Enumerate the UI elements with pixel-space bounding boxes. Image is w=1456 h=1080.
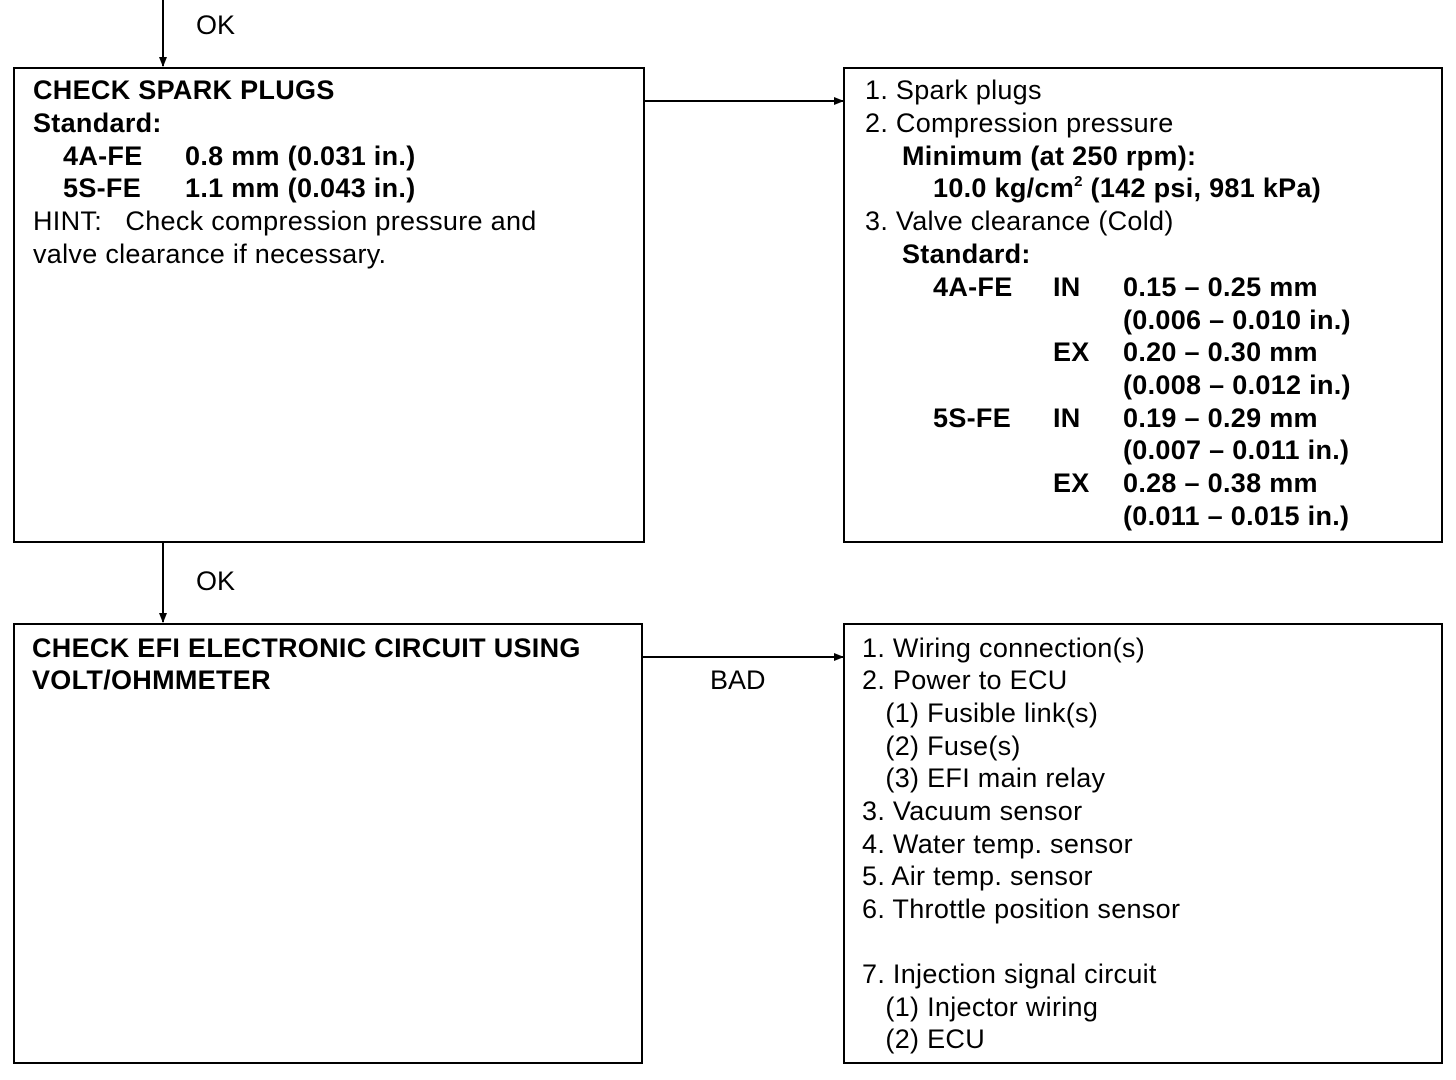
cause-item-compression: 2. Compression pressure xyxy=(865,108,1174,138)
efi-cause-line: 1. Wiring connection(s) xyxy=(862,633,1146,663)
compression-minimum-value: 10.0 $kg/cm^2$ (142 psi, 981 kPa) xyxy=(933,173,1322,203)
efi-cause-line: (2) Fuse(s) xyxy=(862,731,1021,761)
efi-cause-line: 7. Injection signal circuit xyxy=(862,959,1157,989)
valve-type-ex-4a: EX xyxy=(1053,337,1090,367)
cause-item-valve-clearance: 3. Valve clearance (Cold) xyxy=(865,206,1174,236)
valve-mm-4a-in: 0.15 – 0.25 mm xyxy=(1123,272,1318,302)
spark-standard-label: Standard: xyxy=(33,108,162,138)
valve-engine-4a: 4A-FE xyxy=(933,272,1013,302)
bad-label: BAD xyxy=(710,665,766,695)
efi-title-line2: VOLT/OHMMETER xyxy=(32,665,271,695)
ok-label-top: OK xyxy=(196,10,236,40)
efi-cause-line: (1) Injector wiring xyxy=(862,992,1099,1022)
valve-type-in-4a: IN xyxy=(1053,272,1081,302)
spark-hint-line2: valve clearance if necessary. xyxy=(33,239,387,269)
spark-plugs-title: CHECK SPARK PLUGS xyxy=(33,75,335,105)
spark-std-engine-5s: 5S-FE xyxy=(63,173,142,203)
efi-cause-line: 3. Vacuum sensor xyxy=(862,796,1083,826)
valve-mm-4a-ex: 0.20 – 0.30 mm xyxy=(1123,337,1318,367)
efi-cause-line: 4. Water temp. sensor xyxy=(862,829,1133,859)
valve-in-4a-ex: (0.008 – 0.012 in.) xyxy=(1123,370,1351,400)
spark-std-engine-4a: 4A-FE xyxy=(63,141,143,171)
valve-standard-label: Standard: xyxy=(902,239,1031,269)
ok-label-middle: OK xyxy=(196,566,236,596)
spark-std-value-5s: 1.1 mm (0.043 in.) xyxy=(185,173,416,203)
efi-cause-line: (2) ECU xyxy=(862,1024,986,1054)
efi-cause-line: 2. Power to ECU xyxy=(862,665,1068,695)
cause-item-spark-plugs: 1. Spark plugs xyxy=(865,75,1042,105)
spark-std-value-4a: 0.8 mm (0.031 in.) xyxy=(185,141,416,171)
valve-in-5s-in: (0.007 – 0.011 in.) xyxy=(1123,435,1350,465)
valve-type-in-5s: IN xyxy=(1053,403,1081,433)
valve-in-4a-in: (0.006 – 0.010 in.) xyxy=(1123,305,1351,335)
efi-cause-line: (1) Fusible link(s) xyxy=(862,698,1099,728)
valve-mm-5s-ex: 0.28 – 0.38 mm xyxy=(1123,468,1318,498)
valve-in-5s-ex: (0.011 – 0.015 in.) xyxy=(1123,501,1350,531)
valve-engine-5s: 5S-FE xyxy=(933,403,1012,433)
valve-type-ex-5s: EX xyxy=(1053,468,1090,498)
efi-cause-line: (3) EFI main relay xyxy=(862,763,1106,793)
efi-title-line1: CHECK EFI ELECTRONIC CIRCUIT USING xyxy=(32,633,581,663)
spark-hint-line1: HINT: Check compression pressure and xyxy=(33,206,537,236)
compression-minimum-label: Minimum (at 250 rpm): xyxy=(902,141,1197,171)
valve-mm-5s-in: 0.19 – 0.29 mm xyxy=(1123,403,1318,433)
efi-cause-line: 6. Throttle position sensor xyxy=(862,894,1181,924)
efi-cause-line: 5. Air temp. sensor xyxy=(862,861,1093,891)
